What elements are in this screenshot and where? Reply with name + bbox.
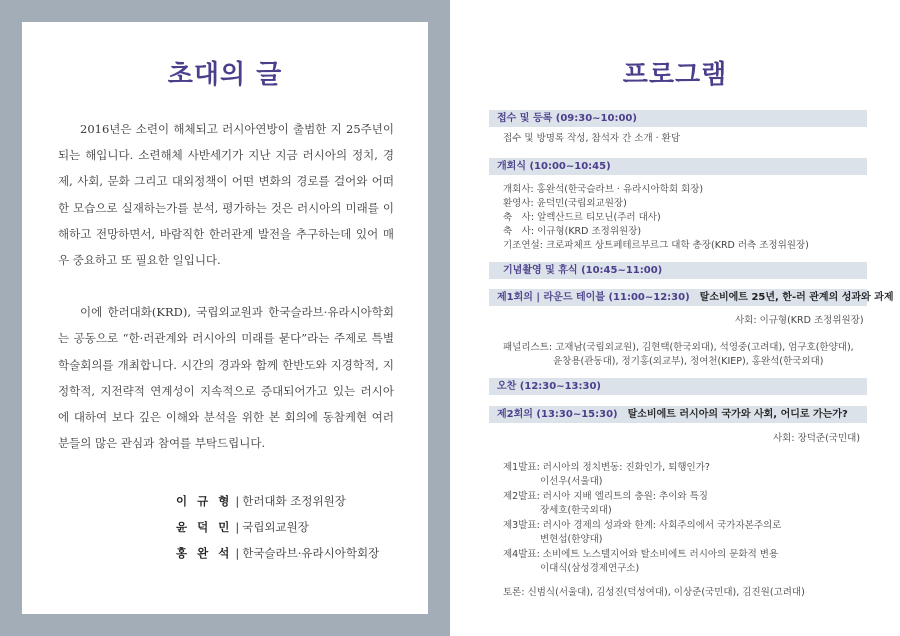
presentation-title: 러시아 경제의 성과와 한계: 사회주의에서 국가자본주의로 <box>542 520 782 531</box>
signer-title: 한국슬라브·유라시아학회장 <box>242 546 380 560</box>
opening-line <box>503 225 641 239</box>
presenter: 장세호(한국외대) <box>540 505 612 516</box>
session2-header-text: 제2회의 (13:30~15:30) <box>497 409 618 420</box>
presentation <box>503 519 781 533</box>
presenter: 이대식(삼성경제연구소) <box>540 563 640 574</box>
session2-chair: 사회: 장덕준(국민대) <box>773 433 861 444</box>
discussion-label: 토론: <box>503 587 528 598</box>
opening-person: 홍완석(한국슬라브 · 유라시아학회 회장) <box>536 184 704 195</box>
signer: 윤 덕 민 | 국립외교원장 <box>176 520 309 534</box>
opening-role: 축 사: <box>503 212 538 223</box>
opening-person: 윤덕민(국립외교원장) <box>536 198 627 209</box>
opening-header-text: 개회식 (10:00~10:45) <box>497 161 611 172</box>
signer-name: 윤 덕 민 <box>176 520 233 534</box>
registration-header-text: 접수 및 등록 (09:30~10:00) <box>497 113 637 124</box>
invitation-paragraph-1: 2016년은 소련이 해체되고 러시아연방이 출범한 지 25주년이 되는 해입니다. 소련해체 사반세기가 지난 지금 러시아의 정치, 경제, 사회, 문화 그리고 대외정책이 어떤 변화의 경로를 걸어와 어떠한 모습으로 실재하는가를 분석, 평가하는 것은 러시아의 미래를 이해하고 전망하면서, 바람직한 한러관계 발전을 추구하는데 있어 매우 중요하고 또 필요한 일입니다. <box>58 122 394 268</box>
presenter: 이선우(서울대) <box>540 476 603 487</box>
presentation-label: 제1발표: <box>503 462 543 473</box>
presentation <box>503 461 710 475</box>
presentation-label: 제2발표: <box>503 491 543 502</box>
registration-line: 접수 및 방명록 작성, 참석자 간 소개 · 환담 <box>503 133 681 144</box>
presentation-title: 러시아의 정치변동: 진화인가, 퇴행인가? <box>542 462 710 473</box>
opening-line <box>503 183 703 197</box>
registration-header <box>489 110 867 127</box>
opening-line <box>503 239 809 253</box>
panelists-line: 고재남(국립외교원), 김현택(한국외대), 석영중(고려대), 엄구호(한양대), <box>555 342 854 353</box>
opening-person: 크로파체프 상트페테르부르그 대학 총장(KRD 러측 조정위원장) <box>545 240 809 251</box>
photo-break-header-text: 기념촬영 및 휴식 (10:45~11:00) <box>503 265 663 276</box>
panelists-label: 패널리스트: <box>503 342 556 353</box>
presenter: 변현섭(한양대) <box>540 534 603 545</box>
session1-topic: 탈소비에트 25년, 한-러 관계의 성과와 과제 <box>699 292 894 303</box>
presentation-title: 소비에트 노스텔지어와 탈소비에트 러시아의 문화적 변용 <box>542 549 779 560</box>
presentation <box>503 548 778 562</box>
opening-role: 기조연설: <box>503 240 546 251</box>
opening-line <box>503 211 661 225</box>
presentation-label: 제3발표: <box>503 520 543 531</box>
lunch-header <box>489 378 867 395</box>
opening-role: 축 사: <box>503 226 538 237</box>
signer-title: 국립외교원장 <box>242 520 309 534</box>
session1-chair: 사회: 이규형(KRD 조정위원장) <box>735 315 864 326</box>
signers-list <box>176 488 379 566</box>
panelists-line: 윤창용(관동대), 정기홍(외교부), 정여천(KIEP), 홍완석(한국외대) <box>553 356 824 367</box>
opening-role: 환영사: <box>503 198 537 209</box>
discussion <box>503 586 805 600</box>
program-title: 프로그램 <box>622 60 728 90</box>
opening-person: 알렉산드르 티모닌(주러 대사) <box>537 212 661 223</box>
opening-role: 개회사: <box>503 184 537 195</box>
signer-name: 홍 완 석 <box>176 546 233 560</box>
opening-header <box>489 158 867 175</box>
opening-line <box>503 197 627 211</box>
signer-name: 이 규 형 <box>176 494 233 508</box>
discussion-panel: 신범식(서울대), 김성진(덕성여대), 이상준(국민대), 김진원(고려대) <box>527 587 805 598</box>
signer: 홍 완 석 | 한국슬라브·유라시아학회장 <box>176 546 380 560</box>
session1-header <box>489 289 894 306</box>
invitation-paragraph-2: 이에 한러대화(KRD), 국립외교원과 한국슬라브·유라시아학회는 공동으로 “한·러관계와 러시아의 미래를 묻다”라는 주제로 특별 학술회의를 개최합니다. 시간의 경과와 함께 한반도와 지경학적, 지정학적, 지전략적 연계성이 지속적으로 증대되어가고 있는 러시아에 대하여 보다 깊은 이해와 분석을 위한 본 회의에 동참케현 여러분들의 많은 관심과 참여를 부탁드립니다. <box>58 305 394 451</box>
session1-header-text: 제1회의 | 라운드 테이블 (11:00~12:30) <box>497 292 690 303</box>
invitation-title: 초대의 글 <box>167 60 283 90</box>
session2-header <box>489 406 867 423</box>
signer: 이 규 형 | 한러대화 조정위원장 <box>176 494 346 508</box>
photo-break-header <box>489 262 867 279</box>
signer-title: 한러대화 조정위원장 <box>242 494 346 508</box>
presentation <box>503 490 708 504</box>
invitation-body <box>58 116 394 456</box>
presentation-label: 제4발표: <box>503 549 543 560</box>
session1-panelists <box>503 341 854 355</box>
opening-person: 이규형(KRD 조정위원장) <box>537 226 642 237</box>
session2-topic: 탈소비에트 러시아의 국가와 사회, 어디로 가는가? <box>627 409 848 420</box>
presentation-title: 러시아 지배 엘리트의 충원: 추이와 특징 <box>542 491 708 502</box>
lunch-header-text: 오찬 (12:30~13:30) <box>497 381 601 392</box>
